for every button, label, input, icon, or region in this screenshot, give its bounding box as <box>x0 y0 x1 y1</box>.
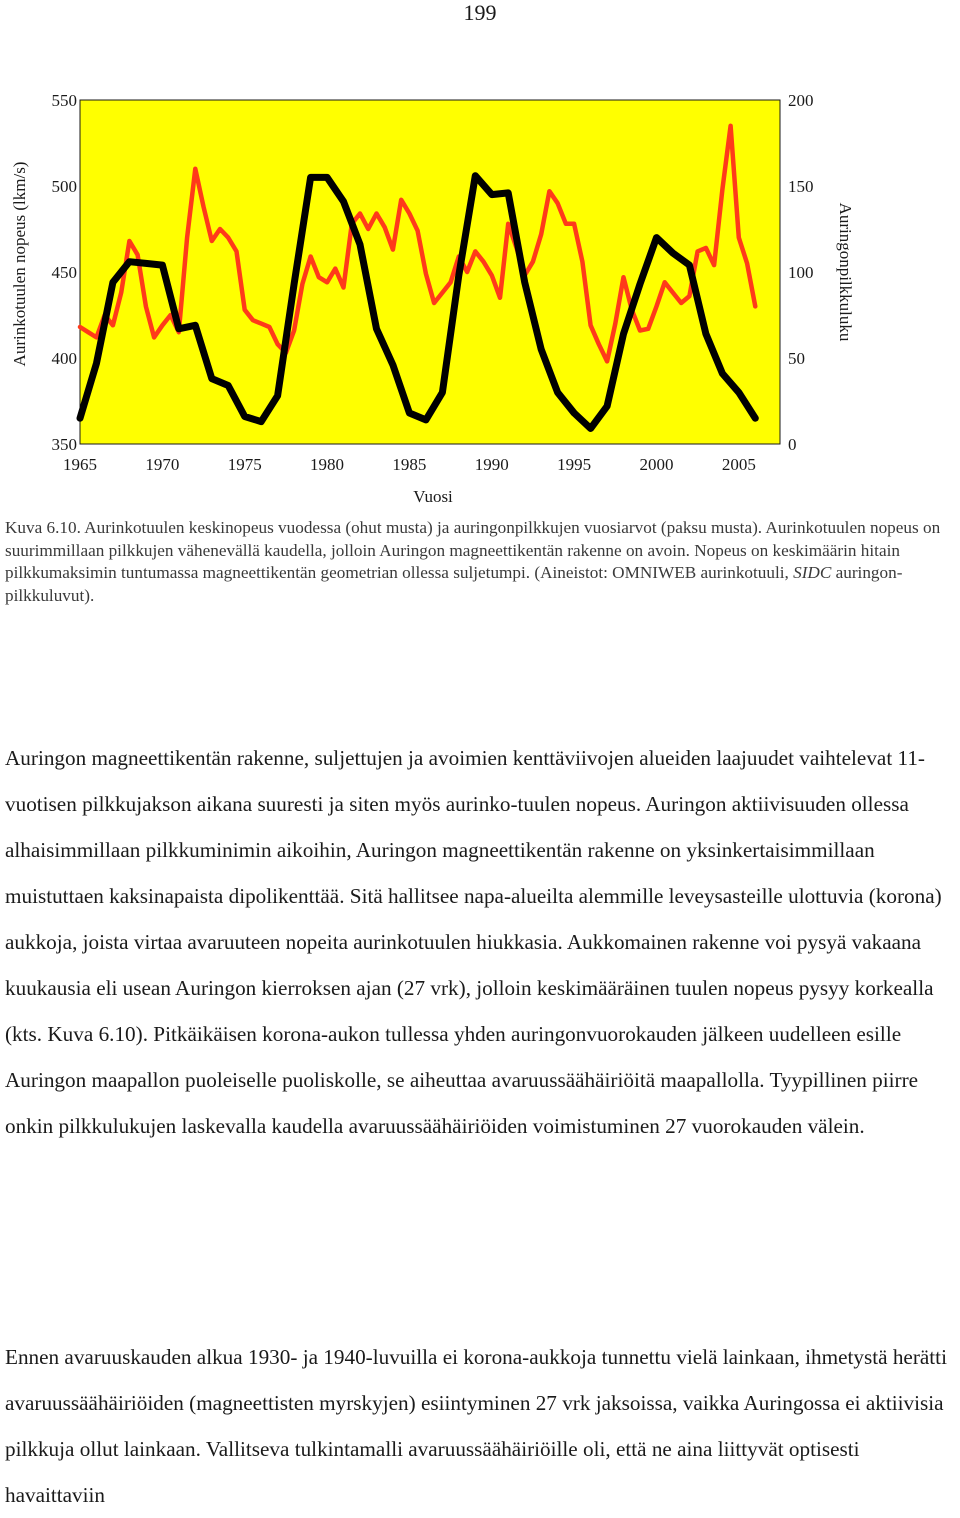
solar-wind-sunspot-chart <box>0 60 960 510</box>
x-tick-label: 1965 <box>63 455 97 474</box>
page-number: 199 <box>463 0 497 25</box>
y-left-tick-label: 400 <box>51 349 77 368</box>
x-axis-label: Vuosi <box>413 487 453 506</box>
y-axis-label-left: Aurinkotuulen nopeus (lkm/s) <box>10 161 29 367</box>
x-tick-label: 1980 <box>310 455 345 474</box>
x-tick-label: 1970 <box>145 455 180 474</box>
y-right-tick-label: 150 <box>788 177 814 196</box>
y-left-tick-label: 550 <box>51 91 77 110</box>
y-left-tick-label: 450 <box>51 263 77 282</box>
x-tick-label: 1975 <box>227 455 262 474</box>
y-right-tick-label: 100 <box>788 263 814 282</box>
body-paragraph: Auringon magneettikentän rakenne, suljettujen ja avoimien kenttäviivojen alueiden laajuudet vaihtelevat 11-vuotisen pilkkujakson aikana suuresti ja siten myös aurinko-tuulen nopeus. Auringon aktiivisuuden ollessa alhaisimmillaan pilkkuminimin aikoihin, Auringon magneettikentän rakenne on yksinkertaisimmillaan muistuttaen kaksinapaista dipolikenttää. Sitä hallitsee napa-alueilta alemmille leveysasteille ulottuvia (korona) aukkoja, joista virtaa avaruuteen nopeita aurinkotuulen hiukkasia. Aukkomainen rakenne voi pysyä vakaana kuukausia eli usean Auringon kierroksen ajan (27 vrk), jolloin keskimääräinen tuulen nopeus pysyy korkealla (kts. Kuva 6.10). Pitkäikäisen korona-aukon tullessa yhden auringonvuorokauden jälkeen uudelleen esille Auringon maapallon puoleiselle puoliskolle, se aiheuttaa avaruussäähäiriöitä maapallolla. Tyypillinen piirre onkin pilkkulukujen laskevalla kaudella avaruussäähäiriöiden voimistuminen 27 vuorokauden välein. <box>5 746 942 1138</box>
y-right-tick-label: 200 <box>788 91 814 110</box>
y-axis-label-right: Auringonpilkkuluku <box>836 202 855 342</box>
caption-text: Kuva 6.10. Aurinkotuulen keskinopeus vuodessa (ohut musta) ja auringonpilkkujen vuosiarvot (paksu musta). Aurinkotuulen nopeus on suurimmillaan pilkkujen vähenevällä kaudella, jolloin Auringon magneettikentän rakenne on avoin. Nopeus on keskimäärin hitain pilkkumaksimin tuntumassa magneettikentän geometrian ollessa suljetumpi. (Aineistot: OMNIWEB aurinkotuuli, <box>5 518 941 583</box>
y-right-tick-label: 50 <box>788 349 805 368</box>
y-left-tick-label: 500 <box>51 177 77 196</box>
caption-italic: SIDC <box>793 563 832 583</box>
caption-text-end: auringon-pilkkuluvut). <box>5 563 903 605</box>
x-tick-label: 1985 <box>392 455 427 474</box>
x-tick-label: 1995 <box>557 455 592 474</box>
x-tick-label: 1990 <box>474 455 509 474</box>
x-tick-label: 2000 <box>639 455 674 474</box>
figure-caption <box>5 517 950 607</box>
x-tick-label: 2005 <box>721 455 756 474</box>
y-right-tick-label: 0 <box>788 435 797 454</box>
y-left-tick-label: 350 <box>51 435 77 454</box>
body-paragraph: Ennen avaruuskauden alkua 1930- ja 1940-luvuilla ei korona-aukkoja tunnettu vielä lainkaan, ihmetystä herätti avaruussäähäiriöiden (magneettisten myrskyjen) esiintyminen 27 vrk jaksoissa, vaikka Auringossa ei aktiivisia pilkkuja ollut lainkaan. Vallitseva tulkintamalli avaruussäähäiriöille oli, että ne aina liittyvät optisesti havaittaviin <box>5 1345 947 1507</box>
